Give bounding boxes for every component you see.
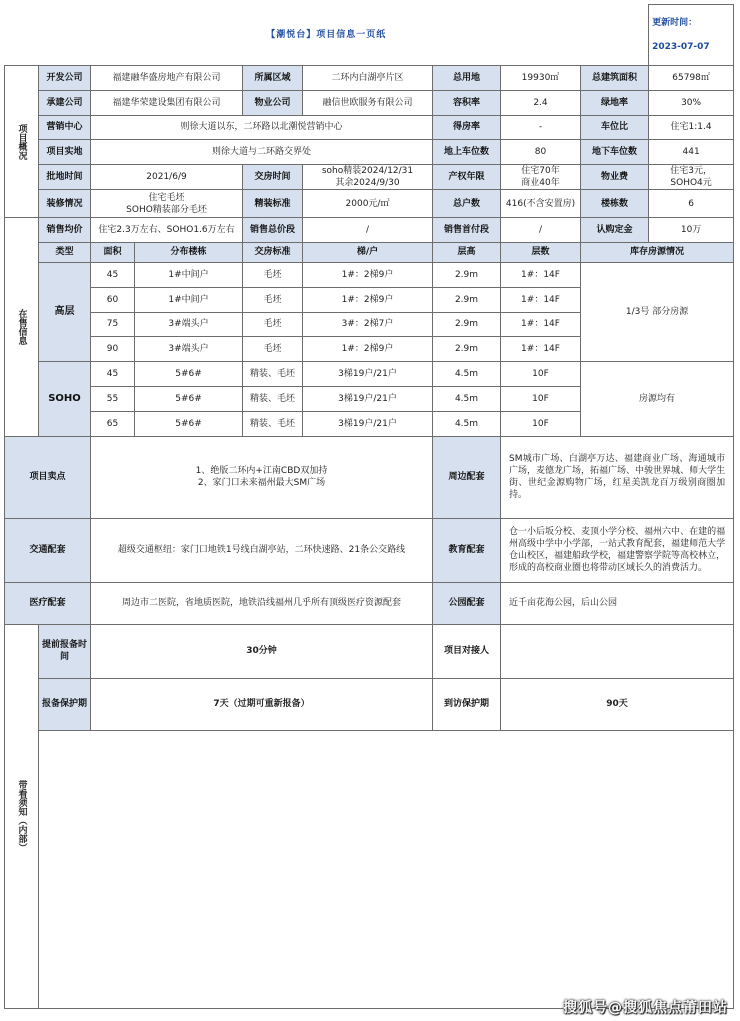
update-time	[649, 5, 734, 66]
field-value: 416(不含安置房)	[501, 190, 581, 218]
field-label: 营销中心	[39, 115, 91, 140]
sale-cell: 3梯19户/21户	[303, 386, 433, 411]
field-label: 精装标准	[243, 190, 303, 218]
sale-cell: 1#：2梯9户	[303, 262, 433, 287]
sheet-body	[5, 5, 734, 1009]
field-value: SM城市广场、白湖亭万达、福建商业广场、海通城市广场，麦德龙广场，拓福广场、中骏世界城、师大学生街、世纪金源购物广场，红星美凯龙百万级别商圈加持。	[501, 436, 734, 518]
section-label	[5, 218, 39, 436]
overview-row	[5, 90, 734, 115]
watermark: 搜狐号@搜狐焦点莆田站	[563, 1000, 728, 1016]
field-value: 周边市二医院，省地质医院，地铁沿线福州几乎所有顶级医疗资源配套	[91, 582, 433, 624]
sale-cell: 60	[91, 287, 135, 312]
field-label: 项目对接人	[433, 624, 501, 678]
field-value: 则徐大道以东，二环路以北潮悦营销中心	[91, 115, 433, 140]
field-value: 19930㎡	[501, 66, 581, 91]
sale-cell: 1#：14F	[501, 312, 581, 337]
field-value: /	[501, 218, 581, 243]
sale-cell: 5#6#	[135, 411, 243, 436]
overview-row	[5, 115, 734, 140]
field-label: 所属区域	[243, 66, 303, 91]
title-row	[5, 5, 734, 66]
column-header: 交房标准	[243, 242, 303, 262]
update-time-label: 更新时间：	[652, 18, 698, 28]
field-value: 住宅3元， SOHO4元	[649, 165, 734, 190]
column-header: 类型	[39, 242, 91, 262]
field-label: 批地时间	[39, 165, 91, 190]
section-label	[5, 66, 39, 218]
field-label: 总建筑面积	[581, 66, 649, 91]
field-value: 则徐大道与二环路交界处	[91, 140, 433, 165]
visit-row	[5, 624, 734, 678]
field-label: 提前报备时间	[39, 624, 91, 678]
sale-cell: 2.9m	[433, 262, 501, 287]
stock-info: 1/3号 部分房源	[581, 262, 734, 361]
sale-cell: 1#中间户	[135, 287, 243, 312]
field-label: 医疗配套	[5, 582, 91, 624]
field-label: 到访保护期	[433, 678, 501, 730]
sale-cell: 3#：2梯7户	[303, 312, 433, 337]
column-header: 层数	[501, 242, 581, 262]
sale-cell: 精装、毛坯	[243, 362, 303, 387]
overview-row	[5, 140, 734, 165]
field-label: 承建公司	[39, 90, 91, 115]
field-label: 产权年限	[433, 165, 501, 190]
page-title: 【潮悦台】项目信息一页纸	[5, 5, 649, 66]
sale-cell: 5#6#	[135, 386, 243, 411]
unit-type: 高层	[39, 262, 91, 361]
field-label: 交房时间	[243, 165, 303, 190]
section-label-text: 项目概况	[16, 123, 27, 160]
sale-row	[5, 262, 734, 287]
field-value: 2.4	[501, 90, 581, 115]
field-label: 楼栋数	[581, 190, 649, 218]
field-value: /	[303, 218, 433, 243]
column-header: 分布楼栋	[135, 242, 243, 262]
sale-cell: 1#：2梯9户	[303, 337, 433, 362]
traffic-row	[5, 518, 734, 582]
field-label: 项目卖点	[5, 436, 91, 518]
sale-row	[5, 362, 734, 387]
field-value: soho精装2024/12/31 其余2024/9/30	[303, 165, 433, 190]
field-label: 报备保护期	[39, 678, 91, 730]
field-value: 福建融华盛房地产有限公司	[91, 66, 243, 91]
overview-row	[5, 165, 734, 190]
field-label: 认购定金	[581, 218, 649, 243]
visit-notes-row	[5, 730, 734, 1008]
sale-cell: 1#：14F	[501, 287, 581, 312]
column-header: 面积	[91, 242, 135, 262]
sale-header-row	[5, 242, 734, 262]
sale-cell: 2.9m	[433, 337, 501, 362]
column-header: 梯/户	[303, 242, 433, 262]
sale-cell: 4.5m	[433, 411, 501, 436]
sale-cell: 55	[91, 386, 135, 411]
field-label: 物业公司	[243, 90, 303, 115]
field-value: 6	[649, 190, 734, 218]
sale-cell: 1#：14F	[501, 262, 581, 287]
sale-cell: 2.9m	[433, 312, 501, 337]
sale-cell: 毛坯	[243, 287, 303, 312]
field-value	[501, 624, 734, 678]
field-label: 总用地	[433, 66, 501, 91]
field-value: 2021/6/9	[91, 165, 243, 190]
unit-type: SOHO	[39, 362, 91, 436]
field-label: 绿地率	[581, 90, 649, 115]
sale-cell: 4.5m	[433, 386, 501, 411]
sale-cell: 2.9m	[433, 287, 501, 312]
field-label: 销售均价	[39, 218, 91, 243]
field-value: 融信世欧服务有限公司	[303, 90, 433, 115]
overview-row	[5, 66, 734, 91]
sale-cell: 1#中间户	[135, 262, 243, 287]
sale-cell: 65	[91, 411, 135, 436]
field-value: 福建华荣建设集团有限公司	[91, 90, 243, 115]
sale-cell: 45	[91, 362, 135, 387]
field-value: 30%	[649, 90, 734, 115]
sale-cell: 5#6#	[135, 362, 243, 387]
field-label: 销售首付段	[433, 218, 501, 243]
column-header: 库存房源情况	[581, 242, 734, 262]
field-value: 7天（过期可重新报备）	[91, 678, 433, 730]
stock-info: 房源均有	[581, 362, 734, 436]
field-label: 周边配套	[433, 436, 501, 518]
sale-cell: 3#端头户	[135, 312, 243, 337]
field-value: 441	[649, 140, 734, 165]
sale-cell: 3梯19户/21户	[303, 411, 433, 436]
sale-cell: 精装、毛坯	[243, 411, 303, 436]
field-value: 2000元/㎡	[303, 190, 433, 218]
sale-cell: 4.5m	[433, 362, 501, 387]
medical-row	[5, 582, 734, 624]
field-value: -	[501, 115, 581, 140]
field-value: 65798㎡	[649, 66, 734, 91]
sale-cell: 45	[91, 262, 135, 287]
sale-cell: 1#：2梯9户	[303, 287, 433, 312]
sale-cell: 精装、毛坯	[243, 386, 303, 411]
field-label: 得房率	[433, 115, 501, 140]
update-time-date: 2023-07-07	[652, 42, 710, 52]
sale-cell: 毛坯	[243, 262, 303, 287]
field-value: 30分钟	[91, 624, 433, 678]
field-label: 交通配套	[5, 518, 91, 582]
project-info-sheet	[4, 4, 734, 1009]
field-value: 住宅毛坯 SOHO精装部分毛坯	[91, 190, 243, 218]
section-label-text: 在售信息	[16, 308, 27, 345]
field-label: 公园配套	[433, 582, 501, 624]
field-value: 仓一小后坂分校、麦顶小学分校、福州六中、在建的福州高级中学中小学部，一站式教育配套，福建师范大学仓山校区，福建船政学校，福建警察学院等高校林立，形成的高校商业圈也将带动区域长久的消费活力。	[501, 518, 734, 582]
field-label: 车位比	[581, 115, 649, 140]
sale-summary-row	[5, 218, 734, 243]
sale-cell: 3梯19户/21户	[303, 362, 433, 387]
field-label: 总户数	[433, 190, 501, 218]
sale-cell: 90	[91, 337, 135, 362]
section-label	[5, 624, 39, 1008]
notes-area	[39, 730, 734, 1008]
sale-cell: 毛坯	[243, 312, 303, 337]
field-value: 10万	[649, 218, 734, 243]
field-label: 教育配套	[433, 518, 501, 582]
sale-cell: 10F	[501, 386, 581, 411]
field-label: 装修情况	[39, 190, 91, 218]
field-label: 地上车位数	[433, 140, 501, 165]
field-value: 1、绝版二环内+江南CBD双加持 2、家门口未来福州最大SM广场	[91, 436, 433, 518]
sale-cell: 10F	[501, 411, 581, 436]
field-label: 开发公司	[39, 66, 91, 91]
sale-cell: 75	[91, 312, 135, 337]
overview-row	[5, 190, 734, 218]
field-value: 80	[501, 140, 581, 165]
sale-cell: 10F	[501, 362, 581, 387]
field-label: 容积率	[433, 90, 501, 115]
field-label: 销售总价段	[243, 218, 303, 243]
section-label-text: 带看须知（内部）	[16, 780, 27, 853]
field-label: 物业费	[581, 165, 649, 190]
field-value: 近千亩花海公园，后山公园	[501, 582, 734, 624]
visit-row	[5, 678, 734, 730]
field-value: 住宅1:1.4	[649, 115, 734, 140]
sale-cell: 1#：14F	[501, 337, 581, 362]
sale-cell: 3#端头户	[135, 337, 243, 362]
field-label: 地下车位数	[581, 140, 649, 165]
sale-cell: 毛坯	[243, 337, 303, 362]
selling-points-row	[5, 436, 734, 518]
column-header: 层高	[433, 242, 501, 262]
field-value: 住宅2.3万左右、SOHO1.6万左右	[91, 218, 243, 243]
field-value: 住宅70年 商业40年	[501, 165, 581, 190]
field-label: 项目实地	[39, 140, 91, 165]
field-value: 90天	[501, 678, 734, 730]
field-value: 二环内白湖亭片区	[303, 66, 433, 91]
field-value: 超级交通枢纽：家门口地铁1号线白湖亭站，二环快速路、21条公交路线	[91, 518, 433, 582]
